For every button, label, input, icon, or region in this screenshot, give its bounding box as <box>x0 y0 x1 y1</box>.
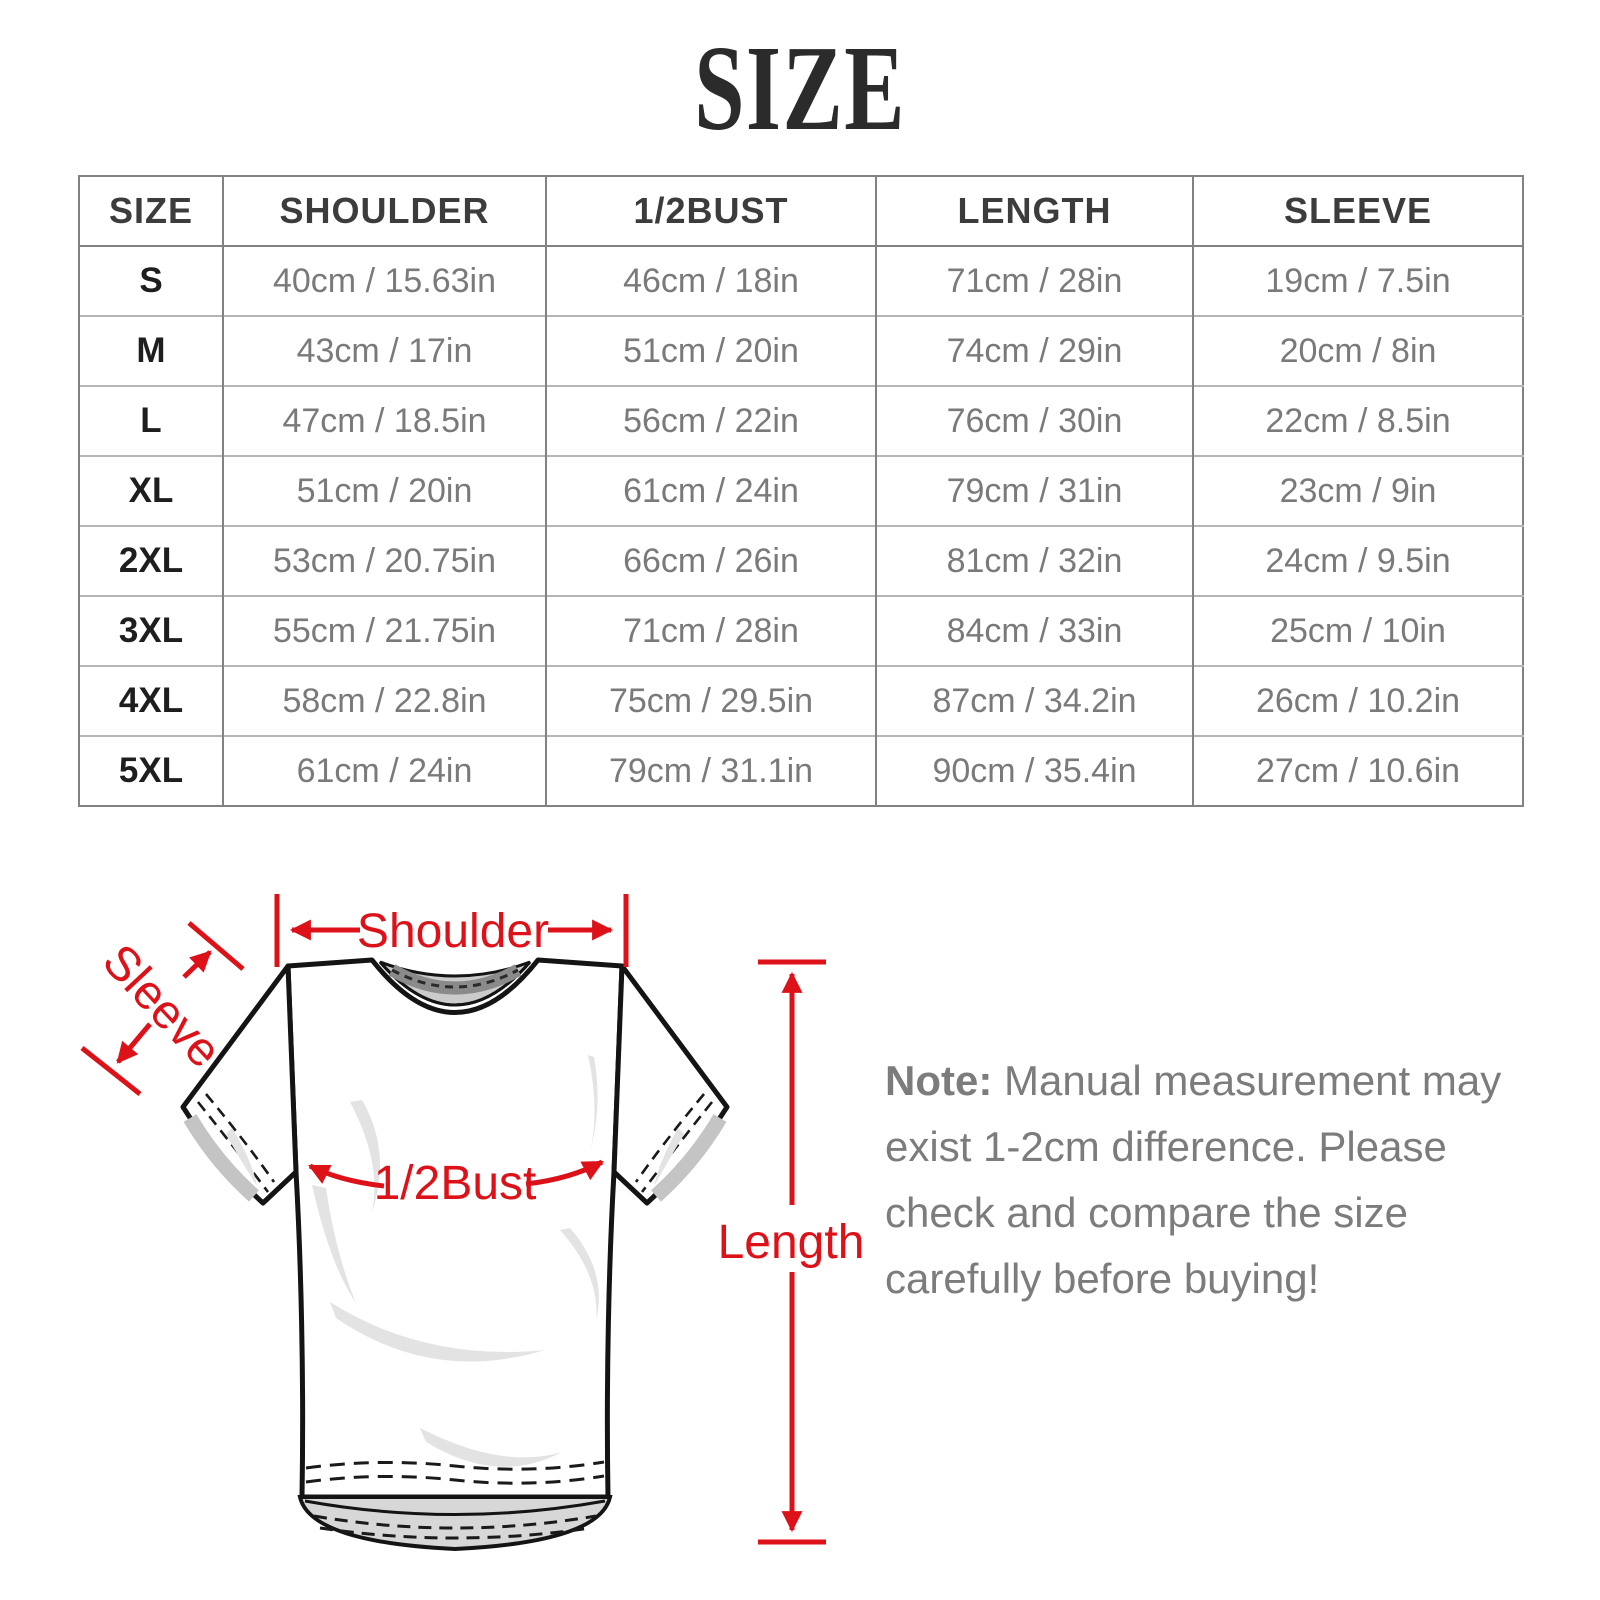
bust-value: 56cm / 22in <box>546 386 876 456</box>
shoulder-annotation <box>277 894 626 967</box>
column-header-size: SIZE <box>79 176 223 246</box>
size-label: 4XL <box>79 666 223 736</box>
half-bust-label: 1/2Bust <box>373 1157 537 1210</box>
bust-value: 79cm / 31.1in <box>546 736 876 806</box>
sleeve-value: 26cm / 10.2in <box>1193 666 1523 736</box>
sleeve-value: 27cm / 10.6in <box>1193 736 1523 806</box>
column-header-shoulder: SHOULDER <box>223 176 546 246</box>
bust-value: 51cm / 20in <box>546 316 876 386</box>
sleeve-tick-bottom <box>82 1048 140 1094</box>
sleeve-label: Sleeve <box>92 934 232 1079</box>
length-value: 74cm / 29in <box>876 316 1193 386</box>
sleeve-value: 19cm / 7.5in <box>1193 246 1523 316</box>
shoulder-value: 55cm / 21.75in <box>223 596 546 666</box>
bust-value: 46cm / 18in <box>546 246 876 316</box>
sleeve-arrow-up <box>184 952 210 977</box>
shoulder-value: 58cm / 22.8in <box>223 666 546 736</box>
sleeve-value: 25cm / 10in <box>1193 596 1523 666</box>
shoulder-value: 61cm / 24in <box>223 736 546 806</box>
note-prefix: Note: <box>885 1057 993 1104</box>
length-value: 76cm / 30in <box>876 386 1193 456</box>
bust-value: 75cm / 29.5in <box>546 666 876 736</box>
shoulder-value: 43cm / 17in <box>223 316 546 386</box>
size-label: 5XL <box>79 736 223 806</box>
page-title: SIZE <box>694 21 906 156</box>
length-value: 90cm / 35.4in <box>876 736 1193 806</box>
size-label: 3XL <box>79 596 223 666</box>
shoulder-value: 47cm / 18.5in <box>223 386 546 456</box>
bust-value: 61cm / 24in <box>546 456 876 526</box>
length-value: 71cm / 28in <box>876 246 1193 316</box>
shoulder-value: 51cm / 20in <box>223 456 546 526</box>
length-value: 79cm / 31in <box>876 456 1193 526</box>
size-label: M <box>79 316 223 386</box>
sleeve-value: 22cm / 8.5in <box>1193 386 1523 456</box>
note-body: Manual measurement may exist 1-2cm difference. Please check and compare the size carefully before buying! <box>885 1057 1502 1302</box>
column-header-length: LENGTH <box>876 176 1193 246</box>
length-value: 81cm / 32in <box>876 526 1193 596</box>
shoulder-value: 40cm / 15.63in <box>223 246 546 316</box>
length-label: Length <box>717 1216 865 1269</box>
size-label: L <box>79 386 223 456</box>
bust-value: 71cm / 28in <box>546 596 876 666</box>
sleeve-arrow-down <box>118 1024 150 1062</box>
sleeve-value: 20cm / 8in <box>1193 316 1523 386</box>
note-text <box>885 1048 1525 1312</box>
length-value: 87cm / 34.2in <box>876 666 1193 736</box>
shoulder-value: 53cm / 20.75in <box>223 526 546 596</box>
size-label: S <box>79 246 223 316</box>
sleeve-value: 23cm / 9in <box>1193 456 1523 526</box>
column-header-bust: 1/2BUST <box>546 176 876 246</box>
size-label: XL <box>79 456 223 526</box>
size-label: 2XL <box>79 526 223 596</box>
tshirt-illustration <box>183 960 727 1549</box>
column-header-sleeve: SLEEVE <box>1193 176 1523 246</box>
bust-value: 66cm / 26in <box>546 526 876 596</box>
length-value: 84cm / 33in <box>876 596 1193 666</box>
length-annotation <box>718 962 865 1542</box>
sleeve-value: 24cm / 9.5in <box>1193 526 1523 596</box>
shoulder-label: Shoulder <box>356 905 550 958</box>
